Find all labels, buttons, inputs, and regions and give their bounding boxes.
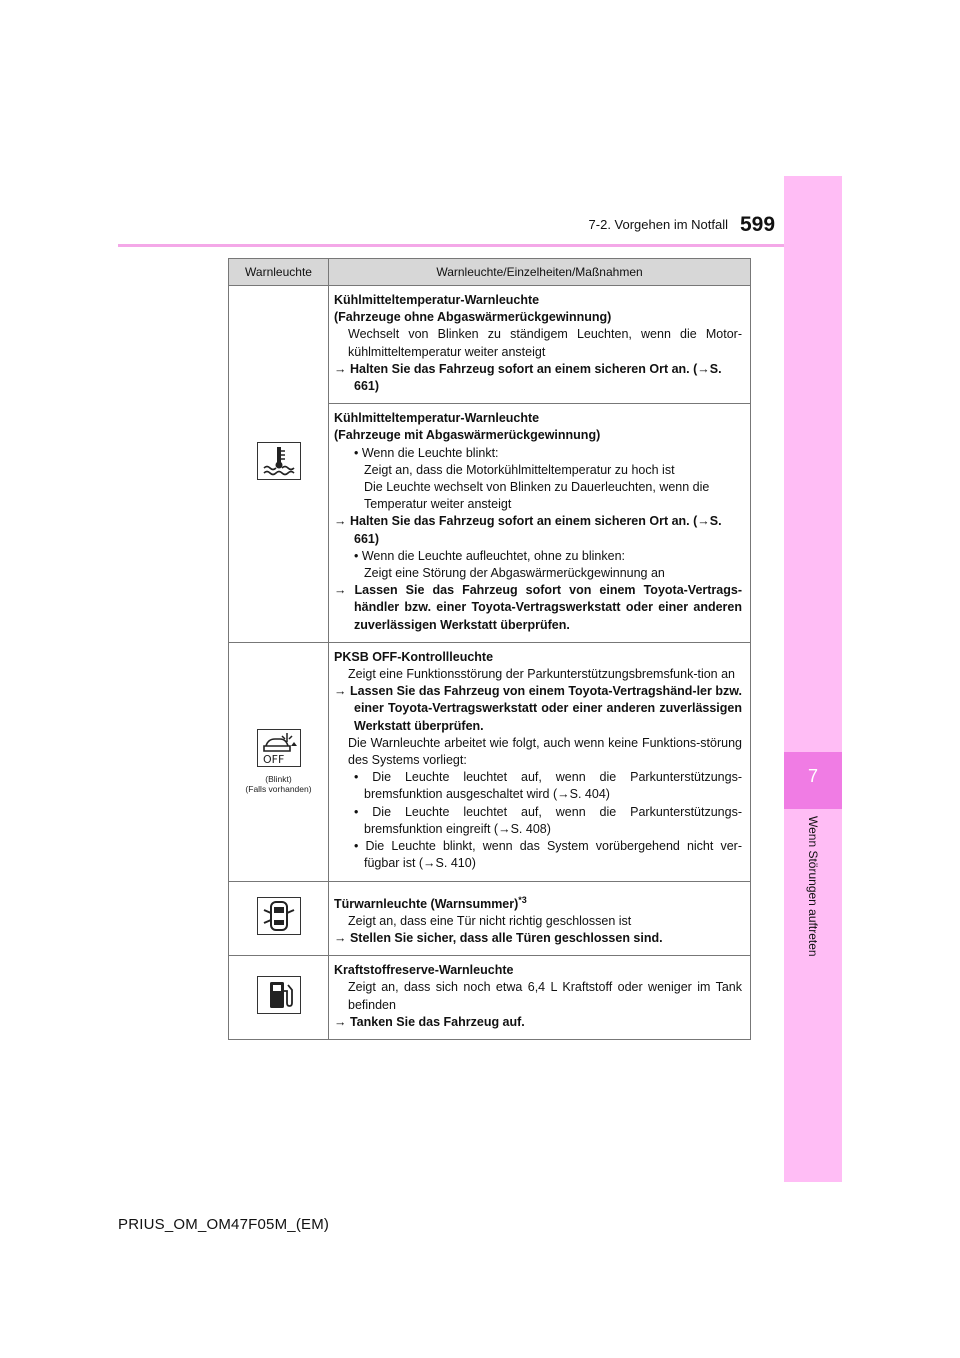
- pksb-off-icon: [257, 729, 301, 767]
- pksb-bullet3: • Die Leuchte blinkt, wenn das System vorübergehend nicht ver-fügbar ist (→S. 410): [354, 839, 742, 871]
- coolant-a-title1: Kühlmitteltemperatur-Warnleuchte: [334, 293, 540, 307]
- door-title: Türwarnleuchte (Warnsummer): [334, 896, 519, 911]
- chapter-title: Wenn Störungen auftreten: [806, 816, 820, 957]
- coolant-b-bullet1: • Wenn die Leuchte blinkt:: [354, 445, 499, 460]
- door-warning-icon: [257, 897, 301, 935]
- page-number: 599: [740, 213, 776, 236]
- door-action: → Stellen Sie sicher, dass alle Türen geschlossen sind.: [334, 931, 663, 946]
- coolant-temperature-icon: [257, 442, 301, 480]
- door-icon-cell: [229, 881, 329, 956]
- chapter-side-tab: [784, 176, 842, 1182]
- pksb-action: → Lassen Sie das Fahrzeug von einem Toyota-Vertragshänd-ler bzw. einer Toyota-Vertragswerkstatt oder einer anderen zuverlässigen Werkstatt überprüfen.: [334, 684, 742, 733]
- fuel-desc: Zeigt an, dass sich noch etwa 6,4 L Kraftstoff oder weniger im Tank befinden: [348, 980, 742, 1012]
- coolant-a-text: [329, 286, 751, 404]
- coolant-a-action: → Halten Sie das Fahrzeug sofort an einem sicheren Ort an. (→S. 661): [334, 361, 722, 394]
- table-row: [229, 881, 751, 956]
- coolant-b-bullet2: • Wenn die Leuchte aufleuchtet, ohne zu blinken:: [354, 548, 626, 563]
- pksb-desc: Zeigt eine Funktionsstörung der Parkunterstützungsbremsfunk-tion an: [348, 667, 736, 682]
- door-desc: Zeigt an, dass eine Tür nicht richtig geschlossen ist: [348, 913, 632, 928]
- coolant-a-desc: Wechselt von Blinken zu ständigem Leuchten, wenn die Motor-kühlmitteltemperatur weiter ansteigt: [348, 327, 742, 359]
- coolant-b-action1: → Halten Sie das Fahrzeug sofort an einem sicheren Ort an. (→S. 661): [334, 514, 722, 546]
- fuel-icon-cell: [229, 956, 329, 1040]
- coolant-a-title2: (Fahrzeuge ohne Abgaswärmerückgewinnung): [334, 310, 612, 325]
- pksb-caption-blinkt: (Blinkt): [265, 774, 292, 785]
- pksb-bullet2: • Die Leuchte leuchtet auf, wenn die Parkunterstützungs-bremsfunktion eingreift (→S. 408): [354, 804, 742, 836]
- pksb-icon-cell: [229, 642, 329, 881]
- door-text: [329, 881, 751, 956]
- pksb-caption-optional: (Falls vorhanden): [245, 784, 312, 795]
- pksb-text: [329, 642, 751, 881]
- warning-lights-table: [228, 258, 751, 1040]
- pksb-title: PKSB OFF-Kontrollleuchte: [334, 649, 494, 664]
- header-rule: [118, 244, 784, 247]
- pksb-note: Die Warnleuchte arbeitet wie folgt, auch wenn keine Funktions-störung des Systems vorliegt:: [348, 735, 742, 768]
- chapter-number-block: [784, 752, 842, 809]
- section-heading: 7-2. Vorgehen im Notfall: [588, 217, 728, 232]
- pksb-off-icon-text: OFF: [262, 753, 284, 767]
- column-header-warnleuchte: Warnleuchte: [229, 259, 329, 286]
- coolant-b-bullet2-text: Zeigt eine Störung der Abgaswärmerückgewinnung an: [364, 566, 665, 581]
- coolant-icon-cell: [229, 286, 329, 643]
- fuel-pump-icon: [257, 976, 301, 1014]
- fuel-title: Kraftstoffreserve-Warnleuchte: [334, 963, 514, 978]
- table-header-row: [229, 259, 751, 286]
- door-footnote-ref: *3: [518, 894, 527, 905]
- document-code: PRIUS_OM_OM47F05M_(EM): [118, 1216, 330, 1233]
- coolant-b-bullet1-text2: Die Leuchte wechselt von Blinken zu Dauerleuchten, wenn die Temperatur weiter ansteigt: [364, 480, 710, 512]
- fuel-action: → Tanken Sie das Fahrzeug auf.: [334, 1014, 525, 1029]
- coolant-b-title1: Kühlmitteltemperatur-Warnleuchte: [334, 411, 540, 426]
- pksb-bullet1: • Die Leuchte leuchtet auf, wenn die Parkunterstützungs-bremsfunktion ausgeschaltet wird (→S. 404): [354, 770, 742, 802]
- coolant-b-title2: (Fahrzeuge mit Abgaswärmerückgewinnung): [334, 428, 601, 443]
- table-row: [229, 286, 751, 404]
- door-title-line: [334, 892, 742, 913]
- coolant-b-action2: → Lassen Sie das Fahrzeug sofort von einem Toyota-Vertrags-händler bzw. einer Toyota-Vertragswerkstatt oder einer anderen zuverlässigen Werkstatt überprüfen.: [334, 583, 742, 632]
- table-row: [229, 956, 751, 1040]
- column-header-details: Warnleuchte/Einzelheiten/Maßnahmen: [329, 259, 751, 286]
- coolant-b-text: [329, 404, 751, 643]
- chapter-number: 7: [807, 766, 818, 786]
- table-row: [229, 642, 751, 881]
- fuel-text: [329, 956, 751, 1040]
- coolant-b-bullet1-text1: Zeigt an, dass die Motorkühlmitteltemperatur zu hoch ist: [364, 462, 675, 477]
